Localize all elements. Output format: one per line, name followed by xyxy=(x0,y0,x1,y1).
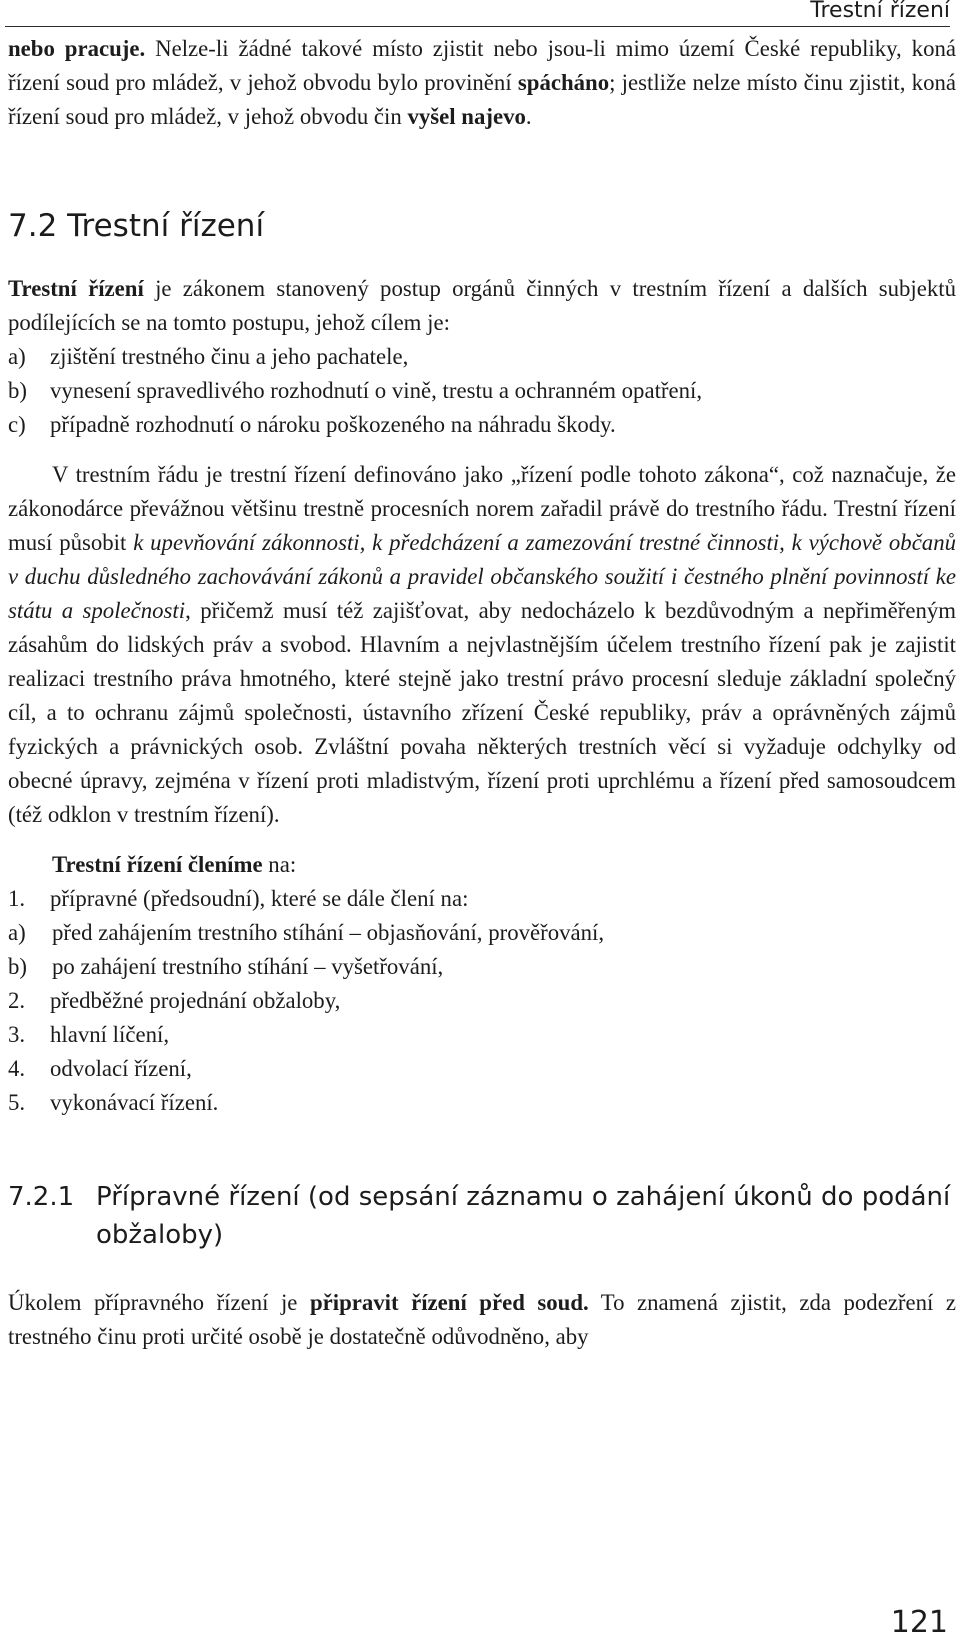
pretrial-paragraph xyxy=(8,1286,956,1354)
purpose-text-1: V trestním řádu je trestní řízení definováno jako „řízení podle tohoto zákona“, což naznačuje, že zákonodárce převážnou většinu trestně procesních norem zařadil právě do trestního řádu. Trestní řízení musí působit xyxy=(8,462,956,555)
list-item-text: případně rozhodnutí o nároku poškozeného na náhradu škody. xyxy=(50,412,616,437)
list-item-text: přípravné (předsoudní), které se dále člení na: xyxy=(50,886,469,911)
purpose-italic: k upevňování zákonnosti, k předcházení a zamezování trestné činnosti, k výchově občanů v duchu důsledného zachovávání zákonů a pravidel občanského soužití i čestného plnění povinností ke státu a společnosti xyxy=(8,530,957,623)
list-item xyxy=(8,1018,956,1052)
definition-paragraph xyxy=(8,272,956,340)
purpose-paragraph xyxy=(8,458,956,832)
pretrial-text-1: Úkolem přípravného řízení je xyxy=(8,1290,310,1315)
purpose-text-2: , přičemž musí též zajišťovat, aby nedocházelo k bezdůvodným a nepřiměřeným zásahům do lidských práv a svobod. Hlavním a nejvlastnějším účelem trestního řízení pak je zajistit realizaci trestního práva hmotného, které stejně jako trestní právo procesní sleduje základní společný cíl, a to ochranu zájmů společnosti, ústavního zřízení České republiky, práv a oprávněných zájmů fyzických a právnických osob. Zvláštní povaha některých trestních věcí si vyžaduje odchylky od obecné úpravy, zejména v řízení proti mladistvým, řízení proti uprchlému a řízení před samosoudcem (též odklon v trestním řízení). xyxy=(8,598,956,827)
substages-list xyxy=(8,916,956,984)
page-content xyxy=(8,32,956,1354)
list-marker: 3. xyxy=(8,1022,26,1047)
intro-bold-1: nebo pracuje. xyxy=(8,36,146,61)
section-heading-7-2-1 xyxy=(8,1178,956,1254)
intro-bold-3: vyšel najevo xyxy=(407,104,526,129)
list-marker: b) xyxy=(8,954,27,979)
list-item xyxy=(8,340,956,374)
list-marker: a) xyxy=(8,344,26,369)
list-item-text: vynesení spravedlivého rozhodnutí o vině, trestu a ochranném opatření, xyxy=(50,378,703,403)
division-text: na: xyxy=(262,852,297,877)
list-marker: 4. xyxy=(8,1056,26,1081)
list-item xyxy=(8,1086,956,1120)
list-marker: 5. xyxy=(8,1090,26,1115)
definition-text: je zákonem stanovený postup orgánů činných v trestním řízení a dalších subjektů podílejících se na tomto postupu, jehož cílem je: xyxy=(8,276,956,335)
definition-term: Trestní řízení xyxy=(8,276,144,301)
list-item-text: odvolací řízení, xyxy=(50,1056,192,1081)
pretrial-text-2: To znamená zjistit, zda podezření z trestného činu proti určité osobě je dostatečně odůvodněno, aby xyxy=(8,1290,956,1349)
intro-text-1: Nelze-li žádné takové místo zjistit nebo jsou-li mimo území České republiky, koná řízení soud pro mládež, v jehož obvodu bylo provinění xyxy=(8,36,956,95)
list-marker: a) xyxy=(8,920,26,945)
section-heading-7-2: 7.2 Trestní řízení xyxy=(8,208,265,244)
intro-text-3: . xyxy=(525,104,532,129)
running-header xyxy=(5,0,950,27)
intro-paragraph xyxy=(8,32,956,134)
list-item-text: zjištění trestného činu a jeho pachatele, xyxy=(50,344,409,369)
list-item xyxy=(8,882,956,984)
division-intro xyxy=(8,848,956,882)
list-item xyxy=(8,984,956,1018)
list-item xyxy=(8,916,956,950)
list-item-text: předběžné projednání obžaloby, xyxy=(50,988,341,1013)
goals-list xyxy=(8,340,956,442)
list-item xyxy=(8,408,956,442)
page-number: 121 xyxy=(890,1605,948,1640)
list-item-text: po zahájení trestního stíhání – vyšetřování, xyxy=(52,954,444,979)
list-marker: 1. xyxy=(8,886,26,911)
stages-list xyxy=(8,882,956,1120)
list-item xyxy=(8,374,956,408)
section-title: Přípravné řízení (od sepsání záznamu o zahájení úkonů do podání obžaloby) xyxy=(96,1182,951,1250)
list-item-text: hlavní líčení, xyxy=(50,1022,170,1047)
list-marker: c) xyxy=(8,412,26,437)
intro-text-2: ; jestliže nelze místo činu zjistit, koná řízení soud pro mládež, v jehož obvodu čin xyxy=(8,70,956,129)
list-marker: 2. xyxy=(8,988,26,1013)
list-item-text: před zahájením trestního stíhání – objasňování, prověřování, xyxy=(52,920,605,945)
list-item xyxy=(8,1052,956,1086)
list-item xyxy=(8,950,956,984)
list-marker: b) xyxy=(8,378,27,403)
intro-bold-2: spácháno xyxy=(517,70,610,95)
list-item-text: vykonávací řízení. xyxy=(50,1090,219,1115)
running-header-title: Trestní řízení xyxy=(810,0,950,23)
division-bold: Trestní řízení členíme xyxy=(52,852,263,877)
pretrial-bold: připravit řízení před soud. xyxy=(309,1290,589,1315)
section-number: 7.2.1 xyxy=(8,1182,75,1212)
